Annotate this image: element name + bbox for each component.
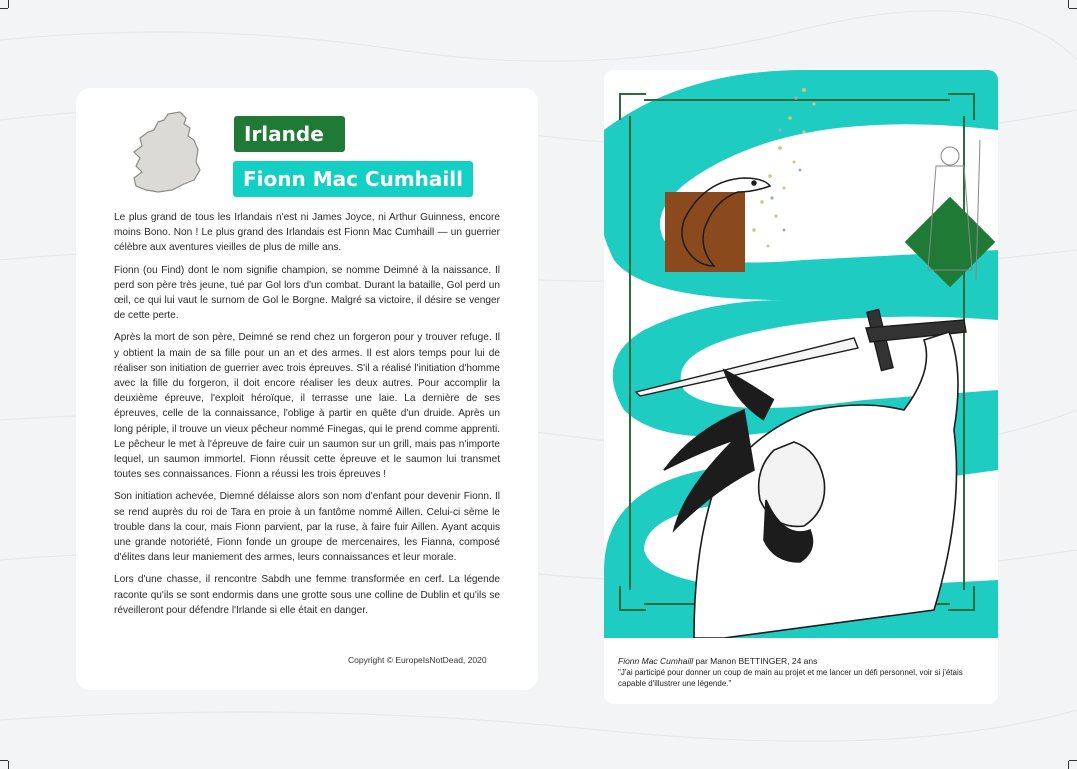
crop-mark — [0, 760, 8, 761]
paragraph: Après la mort de son père, Deimné se rend chez un forgeron pour y trouver refuge. Il y obtient la main de sa fille pour un an et des armes. Il est alors temps pour lui de réaliser son initiation de guerrier avec trois épreuves. S'il a réalisé l'initiation d'homme avec la fille du forgeron, il doit encore réaliser les deux autres. Pour accomplir la deuxième épreuve, l'exploit héroïque, il terrasse une laie. La dernière de ses épreuves, celle de la connaissance, l'oblige à partir en quête d'un druide. Après un long périple, il trouve un vieux pêcheur nommé Finegas, qui le prend comme apprenti. Le pêcheur le met à l'épreuve de faire cuir un saumon sur un grill, mais pas n'importe lequel, un saumon immortel. Fionn réussit cette épreuve et le saumon lui transmet toutes ses connaissances. Fionn a réussi les trois épreuves ! — [114, 332, 500, 481]
crop-mark — [8, 0, 9, 8]
copyright-text: Copyright © EuropeIsNotDead, 2020 — [348, 655, 487, 665]
paragraph: Le plus grand de tous les Irlandais n'est ni James Joyce, ni Arthur Guinness, encore moins Bono. Non ! Le plus grand des Irlandais est Fionn Mac Cumhaill — un guerrier célèbre aux aventures vieilles de plus de mille ans. — [114, 212, 500, 254]
crop-mark — [1069, 760, 1077, 761]
fionn-illustration — [604, 70, 998, 638]
crop-mark — [1069, 8, 1077, 9]
caption-title: Fionn Mac Cumhaill — [618, 656, 694, 666]
crop-mark — [1068, 761, 1069, 769]
legend-text — [114, 210, 500, 625]
paragraph: Fionn (ou Find) dont le nom signifie champion, se nomme Deimné à la naissance. Il perd son père très jeune, tué par Gol lors d'un combat. Durant la bataille, Gol perd un œil, ce qui lui vaut le surnom de Gol le Borgne. Malgré sa victoire, il désire se venger de cette perte. — [114, 264, 500, 322]
illustration-caption — [618, 656, 990, 689]
crop-mark — [0, 8, 8, 9]
caption-author: par Manon BETTINGER, 24 ans — [693, 656, 818, 666]
ireland-map-icon — [128, 110, 212, 194]
paragraph: Son initiation achevée, Diemné délaisse alors son nom d'enfant pour devenir Fionn. Il se rend auprès du roi de Tara en proie à un fantôme nommé Aillen. Celui-ci sème le trouble dans la cour, mais Fionn parvient, par la ruse, à faire fuir Aillen. Ayant acquis une grande notoriété, Fionn fonde un groupe de mercenaires, les Fianna, composé d'élites dans leur maniement des armes, leurs connaissances et leur morale. — [114, 491, 500, 564]
country-badge: Irlande — [234, 116, 345, 152]
legend-title-badge: Fionn Mac Cumhaill — [233, 161, 473, 197]
crop-mark — [8, 761, 9, 769]
crop-mark — [1068, 0, 1069, 8]
caption-quote: "J'ai participé pour donner un coup de main au projet et me lancer un défi personnel, voir si j'étais capable d'illustrer une légende." — [618, 668, 963, 688]
paragraph: Lors d'une chasse, il rencontre Sabdh une femme transformée en cerf. La légende raconte qu'ils se sont endormis dans une grotte sous une colline de Dublin et qu'ils se réveilleront pour défendre l'Irlande si elle était en danger. — [114, 574, 500, 616]
salmon-square — [665, 192, 745, 272]
